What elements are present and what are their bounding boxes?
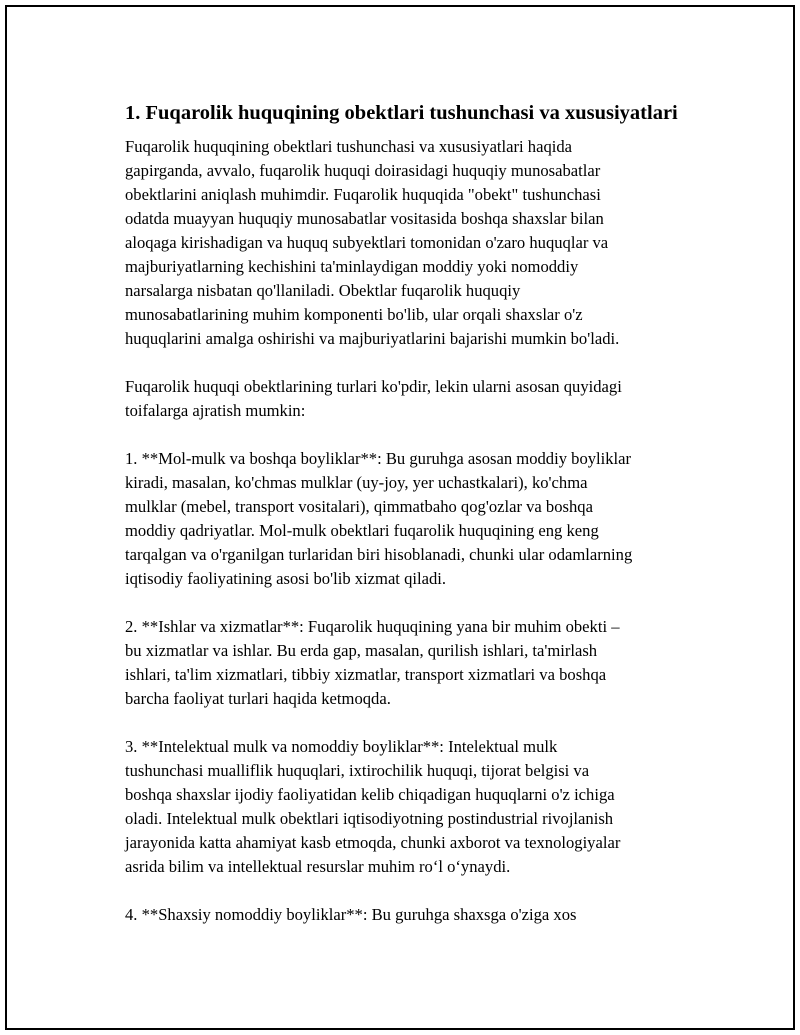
text-line: odatda muayyan huquqiy munosabatlar vositasida boshqa shaxslar bilan — [125, 209, 604, 228]
text-line: narsalarga nisbatan qo'llaniladi. Obektlar fuqarolik huquqiy — [125, 281, 521, 300]
text-line: 2. **Ishlar va xizmatlar**: Fuqarolik huquqining yana bir muhim obekti – — [125, 617, 620, 636]
paragraph-item-1 — [125, 447, 705, 591]
text-line: barcha faoliyat turlari haqida ketmoqda. — [125, 689, 391, 708]
text-line: 3. **Intelektual mulk va nomoddiy boyliklar**: Intelektual mulk — [125, 737, 558, 756]
text-line: bu xizmatlar va ishlar. Bu erda gap, masalan, qurilish ishlari, ta'mirlash — [125, 641, 598, 660]
text-line: toifalarga ajratish mumkin: — [125, 401, 306, 420]
paragraph-types-intro — [125, 375, 705, 423]
text-line: ishlari, ta'lim xizmatlari, tibbiy xizmatlar, transport xizmatlari va boshqa — [125, 665, 607, 684]
page-frame — [5, 5, 795, 1030]
text-line: asrida bilim va intellektual resurslar muhim roʻl oʻynaydi. — [125, 857, 511, 876]
text-line: oladi. Intelektual mulk obektlari iqtisodiyotning postindustrial rivojlanish — [125, 809, 614, 828]
paragraph-item-2 — [125, 615, 705, 711]
text-line: tarqalgan va o'rganilgan turlaridan biri hisoblanadi, chunki ular odamlarning — [125, 545, 633, 564]
text-line: aloqaga kirishadigan va huquq subyektlari tomonidan o'zaro huquqlar va — [125, 233, 609, 252]
text-line: Fuqarolik huquqi obektlarining turlari ko'pdir, lekin ularni asosan quyidagi — [125, 377, 622, 396]
text-line: jarayonida katta ahamiyat kasb etmoqda, chunki axborot va texnologiyalar — [125, 833, 621, 852]
text-line: gapirganda, avvalo, fuqarolik huquqi doirasidagi huquqiy munosabatlar — [125, 161, 601, 180]
text-line: 1. **Mol-mulk va boshqa boyliklar**: Bu guruhga asosan moddiy boyliklar — [125, 449, 632, 468]
document-title: 1. Fuqarolik huquqining obektlari tushunchasi va xususiyatlari — [125, 102, 678, 124]
paragraph-item-4 — [125, 903, 705, 927]
text-line: huquqlarini amalga oshirishi va majburiyatlarini bajarishi mumkin bo'ladi. — [125, 329, 620, 348]
paragraph-intro — [125, 135, 705, 351]
text-line: majburiyatlarning kechishini ta'minlaydigan moddiy yoki nomoddiy — [125, 257, 579, 276]
text-line: obektlarini aniqlash muhimdir. Fuqarolik huquqida "obekt" tushunchasi — [125, 185, 601, 204]
text-line: tushunchasi mualliflik huquqlari, ixtirochilik huquqi, tijorat belgisi va — [125, 761, 590, 780]
text-line: iqtisodiy faoliyatining asosi bo'lib xizmat qiladi. — [125, 569, 447, 588]
paragraph-item-3 — [125, 735, 705, 879]
text-line: boshqa shaxslar ijodiy faoliyatidan kelib chiqadigan huquqlarni o'z ichiga — [125, 785, 615, 804]
text-line: mulklar (mebel, transport vositalari), qimmatbaho qog'ozlar va boshqa — [125, 497, 593, 516]
text-line: 4. **Shaxsiy nomoddiy boyliklar**: Bu guruhga shaxsga o'ziga xos — [125, 905, 577, 924]
text-line: Fuqarolik huquqining obektlari tushunchasi va xususiyatlari haqida — [125, 137, 573, 156]
text-line: munosabatlarining muhim komponenti bo'lib, ular orqali shaxslar o'z — [125, 305, 583, 324]
text-line: kiradi, masalan, ko'chmas mulklar (uy-joy, yer uchastkalari), ko'chma — [125, 473, 588, 492]
document-body — [125, 99, 705, 951]
text-line: moddiy qadriyatlar. Mol-mulk obektlari fuqarolik huquqining eng keng — [125, 521, 599, 540]
